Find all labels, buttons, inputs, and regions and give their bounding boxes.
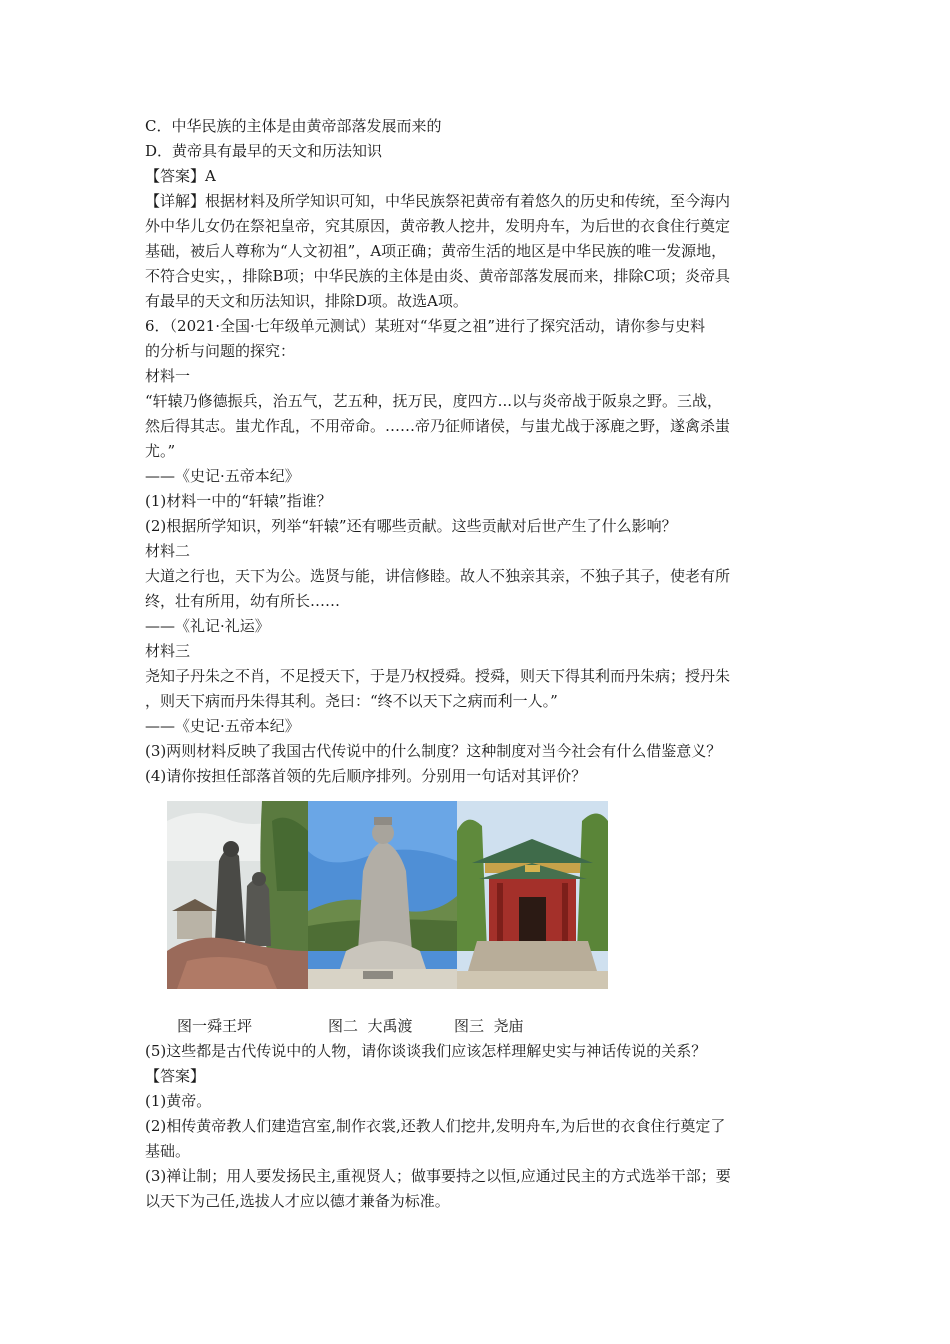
text-line: (1)黄帝。 [145,1092,212,1110]
photo-shunwangping [167,801,308,989]
text-line: (2)相传黄帝教人们建造宫室,制作衣裳,还教人们挖井,发明舟车,为后世的衣食住行奠定了 [145,1117,726,1135]
text-line: 尤。” [145,442,176,460]
text-line: D．黄帝具有最早的天文和历法知识 [145,142,383,160]
text-line: ，则天下病而丹朱得其利。尧曰：“终不以天下之病而利一人。” [145,692,558,710]
text-line: C．中华民族的主体是由黄帝部落发展而来的 [145,117,442,135]
document-page [145,114,815,1214]
text-line: (2)根据所学知识，列举“轩辕”还有哪些贡献。这些贡献对后世产生了什么影响？ [145,517,677,535]
text-line: 然后得其志。蚩尤作乱，不用帝命。……帝乃征师诸侯，与蚩尤战于涿鹿之野，遂禽杀蚩 [145,417,731,435]
text-line: (5)这些都是古代传说中的人物，请你谈谈我们应该怎样理解史实与神话传说的关系？ [145,1042,707,1060]
text-line: 有最早的天文和历法知识，排除D项。故选A项。 [145,292,468,310]
text-line: 【答案】A [145,167,216,185]
text-line: 材料三 [145,642,191,660]
text-line: ——《史记·五帝本纪》 [145,717,300,735]
text-line: (3)禅让制；用人要发扬民主,重视贤人；做事要持之以恒,应通过民主的方式选举干部；要 [145,1167,731,1185]
text-line: (3)两则材料反映了我国古代传说中的什么制度？这种制度对当今社会有什么借鉴意义？ [145,742,722,760]
text-line: 【答案】 [145,1067,206,1085]
text-line: ——《礼记·礼运》 [145,617,270,635]
text-line: 终，壮有所用，幼有所长…… [145,592,341,610]
text-line: 大道之行也，天下为公。选贤与能，讲信修睦。故人不独亲其亲，不独子其子，使老有所 [145,567,731,585]
photo-dayudu [308,801,457,989]
text-line: 基础，被后人尊称为“人文初祖”，A项正确；黄帝生活的地区是中华民族的唯一发源地， [145,242,727,260]
text-line: (1)材料一中的“轩辕”指谁？ [145,492,332,510]
text-line: 基础。 [145,1142,191,1160]
text-line: 以天下为己任,选拔人才应以德才兼备为标准。 [145,1192,450,1210]
text-line: ——《史记·五帝本纪》 [145,467,300,485]
text-line: 材料二 [145,542,191,560]
photo-yaomiao [457,801,608,989]
text-line: 不符合史实，，排除B项；中华民族的主体是由炎、黄帝部落发展而来，排除C项；炎帝具 [145,267,731,285]
figure-row [145,801,815,991]
caption-figure-3: 图三 尧庙 [454,1017,524,1035]
caption-figure-1: 图一舜王坪 [177,1017,253,1035]
text-block-bottom [145,1039,815,1214]
text-line: 的分析与问题的探究： [145,342,296,360]
text-block-top [145,114,815,789]
text-line: 6．（2021·全国·七年级单元测试）某班对“华夏之祖”进行了探究活动，请你参与史料 [145,317,706,335]
caption-figure-2: 图二 大禹渡 [328,1017,413,1035]
text-line: “轩辕乃修德振兵，治五气，艺五种，抚万民，度四方...以与炎帝战于阪泉之野。三战， [145,392,722,410]
text-line: (4)请你按担任部落首领的先后顺序排列。分别用一句话对其评价？ [145,767,587,785]
text-line: 外中华儿女仍在祭祀皇帝，究其原因，黄帝教人挖井，发明舟车，为后世的衣食住行奠定 [145,217,731,235]
text-line: 【详解】根据材料及所学知识可知，中华民族祭祀黄帝有着悠久的历史和传统，至今海内 [145,192,731,210]
figure-captions [145,1013,815,1039]
text-line: 尧知子丹朱之不肖，不足授天下，于是乃权授舜。授舜，则天下得其利而丹朱病；授丹朱 [145,667,731,685]
text-line: 材料一 [145,367,191,385]
